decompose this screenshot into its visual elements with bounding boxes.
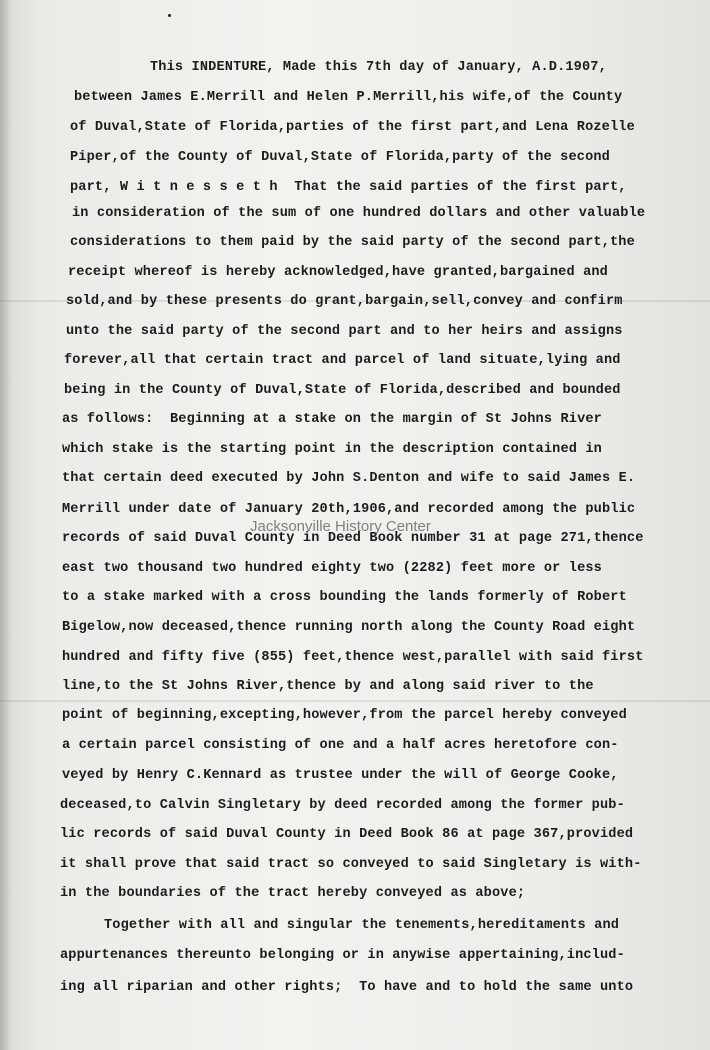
text-line: that certain deed executed by John S.Denton and wife to said James E. (62, 471, 636, 486)
text-line: lic records of said Duval County in Deed Book 86 at page 367,provided (60, 827, 634, 842)
text-line: unto the said party of the second part and to her heirs and assigns (66, 324, 623, 339)
text-line: a certain parcel consisting of one and a half acres heretofore con- (62, 738, 619, 753)
text-line: being in the County of Duval,State of Florida,described and bounded (64, 383, 621, 398)
text-line: Bigelow,now deceased,thence running north along the County Road eight (62, 620, 636, 635)
text-line: forever,all that certain tract and parcel of land situate,lying and (64, 353, 621, 368)
text-line: point of beginning,excepting,however,from the parcel hereby conveyed (62, 708, 627, 723)
text-line: it shall prove that said tract so conveyed to said Singletary is with- (60, 857, 642, 872)
text-line: ing all riparian and other rights; To have and to hold the same unto (60, 980, 634, 995)
text-line: Piper,of the County of Duval,State of Florida,party of the second (70, 150, 610, 165)
text-line: of Duval,State of Florida,parties of the first part,and Lena Rozelle (70, 120, 635, 135)
text-line: as follows: Beginning at a stake on the margin of St Johns River (62, 412, 602, 427)
text-line: hundred and fifty five (855) feet,thence west,parallel with said first (62, 650, 644, 665)
text-line: records of said Duval County in Deed Book number 31 at page 271,thence (62, 531, 644, 546)
text-line: Together with all and singular the tenements,hereditaments and (104, 918, 620, 933)
text-line: This INDENTURE, Made this 7th day of January, A.D.1907, (150, 60, 607, 75)
text-line: part, W i t n e s s e t h That the said parties of the first part, (70, 180, 627, 195)
text-line: deceased,to Calvin Singletary by deed recorded among the former pub- (60, 798, 625, 813)
text-line: east two thousand two hundred eighty two (2282) feet more or less (62, 561, 602, 576)
text-line: considerations to them paid by the said party of the second part,the (70, 235, 635, 250)
text-line: to a stake marked with a cross bounding the lands formerly of Robert (62, 590, 627, 605)
text-line: which stake is the starting point in the description contained in (62, 442, 602, 457)
text-line: veyed by Henry C.Kennard as trustee under the will of George Cooke, (62, 768, 619, 783)
watermark-text: Jacksonville History Center (250, 518, 431, 535)
text-line: between James E.Merrill and Helen P.Merrill,his wife,of the County (74, 90, 623, 105)
text-line: in consideration of the sum of one hundred dollars and other valuable (72, 206, 646, 221)
text-line: sold,and by these presents do grant,bargain,sell,convey and confirm (66, 294, 623, 309)
text-line: line,to the St Johns River,thence by and along said river to the (62, 679, 594, 694)
text-line: receipt whereof is hereby acknowledged,have granted,bargained and (68, 265, 608, 280)
text-line: Merrill under date of January 20th,1906,and recorded among the public (62, 502, 636, 517)
text-line: appurtenances thereunto belonging or in anywise appertaining,includ- (60, 948, 625, 963)
text-line: in the boundaries of the tract hereby conveyed as above; (60, 886, 526, 901)
